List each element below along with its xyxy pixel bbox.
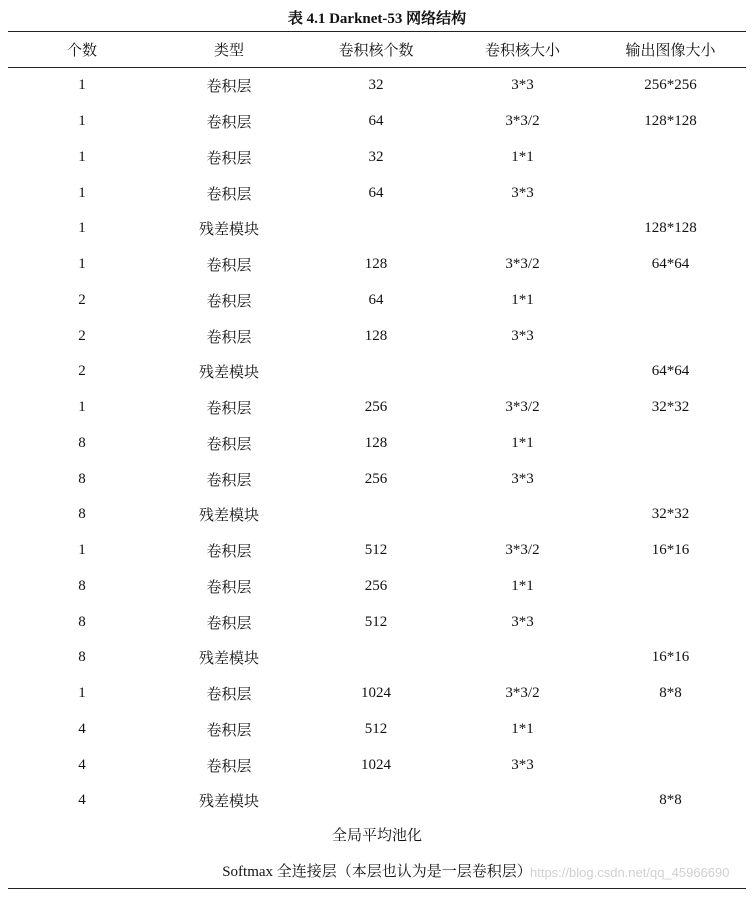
cell-count: 4 <box>78 792 86 809</box>
table-row <box>8 783 746 819</box>
cell-filters: 512 <box>364 720 388 737</box>
cell-type: 卷积层 <box>206 150 252 167</box>
table-caption: 表 4.1 Darknet-53 网络结构 <box>287 11 467 27</box>
cell-type: 卷积层 <box>206 544 252 561</box>
cell-count: 1 <box>78 685 86 702</box>
cell-count: 8 <box>78 434 86 451</box>
table-header <box>8 31 746 67</box>
cell-type: 残差模块 <box>198 365 259 382</box>
cell-type: 卷积层 <box>206 186 252 203</box>
cell-kernel-size: 3*3 <box>511 756 534 773</box>
cell-kernel-size: 3*3 <box>511 77 534 94</box>
header-type: 类型 <box>213 42 244 59</box>
cell-type: 卷积层 <box>206 722 252 739</box>
cell-output-size: 128*128 <box>644 220 697 237</box>
cell-count: 1 <box>78 256 86 273</box>
cell-type: 卷积层 <box>206 687 252 704</box>
cell-count: 8 <box>78 506 86 523</box>
cell-filters: 64 <box>368 113 384 130</box>
cell-count: 1 <box>78 399 86 416</box>
cell-filters: 512 <box>364 542 388 559</box>
cell-output-size: 64*64 <box>651 363 690 380</box>
cell-filters: 256 <box>364 577 388 594</box>
cell-filters: 128 <box>364 327 388 344</box>
header-count: 个数 <box>66 42 97 59</box>
cell-type: 卷积层 <box>206 329 252 346</box>
table-row <box>8 175 746 211</box>
table-row <box>8 533 746 569</box>
cell-count: 1 <box>78 542 86 559</box>
cell-type: 卷积层 <box>206 436 252 453</box>
cell-kernel-size: 1*1 <box>511 720 534 737</box>
header-filters: 卷积核个数 <box>338 42 414 59</box>
cell-filters: 256 <box>364 399 388 416</box>
table-row <box>8 247 746 283</box>
global-avg-pooling-row: 全局平均池化 <box>331 828 422 844</box>
header-output-size: 输出图像大小 <box>625 42 716 59</box>
cell-count: 8 <box>78 577 86 594</box>
cell-kernel-size: 1*1 <box>511 148 534 165</box>
cell-filters: 128 <box>364 434 388 451</box>
cell-kernel-size: 1*1 <box>511 434 534 451</box>
cell-filters: 256 <box>364 470 388 487</box>
cell-count: 1 <box>78 113 86 130</box>
cell-output-size: 8*8 <box>659 792 682 809</box>
cell-filters: 128 <box>364 256 388 273</box>
cell-output-size: 8*8 <box>659 685 682 702</box>
cell-count: 4 <box>78 756 86 773</box>
table-body <box>8 68 746 819</box>
header-kernel-size: 卷积核大小 <box>484 42 560 59</box>
cell-filters: 1024 <box>361 685 391 702</box>
cell-filters: 64 <box>368 184 384 201</box>
cell-output-size: 256*256 <box>644 77 697 94</box>
cell-filters: 512 <box>364 613 388 630</box>
cell-count: 4 <box>78 720 86 737</box>
cell-type: 卷积层 <box>206 472 252 489</box>
cell-filters: 32 <box>368 77 384 94</box>
table-row <box>8 283 746 319</box>
cell-kernel-size: 3*3/2 <box>505 542 540 559</box>
table-row <box>8 712 746 748</box>
cell-type: 卷积层 <box>206 79 252 96</box>
cell-kernel-size: 3*3/2 <box>505 113 540 130</box>
cell-kernel-size: 3*3 <box>511 470 534 487</box>
cell-count: 2 <box>78 327 86 344</box>
cell-count: 8 <box>78 470 86 487</box>
cell-output-size: 16*16 <box>651 542 690 559</box>
table-bottom-rule <box>8 888 746 889</box>
cell-filters: 32 <box>368 148 384 165</box>
table-row <box>8 676 746 712</box>
cell-output-size: 16*16 <box>651 649 690 666</box>
cell-type: 卷积层 <box>206 758 252 775</box>
softmax-fc-row: Softmax 全连接层（本层也认为是一层卷积层） <box>222 864 532 880</box>
table-row <box>8 354 746 390</box>
cell-kernel-size: 3*3/2 <box>505 256 540 273</box>
cell-output-size: 32*32 <box>651 399 690 416</box>
cell-kernel-size: 1*1 <box>511 577 534 594</box>
cell-type: 卷积层 <box>206 579 252 596</box>
cell-count: 1 <box>78 220 86 237</box>
cell-type: 卷积层 <box>206 258 252 275</box>
cell-type: 卷积层 <box>206 293 252 310</box>
cell-filters: 64 <box>368 291 384 308</box>
table-row <box>8 390 746 426</box>
cell-type: 卷积层 <box>206 115 252 132</box>
table-row <box>8 461 746 497</box>
cell-output-size: 128*128 <box>644 113 697 130</box>
table-row <box>8 426 746 462</box>
cell-kernel-size: 3*3 <box>511 184 534 201</box>
cell-type: 残差模块 <box>198 794 259 811</box>
cell-type: 残差模块 <box>198 508 259 525</box>
cell-count: 2 <box>78 291 86 308</box>
cell-kernel-size: 3*3/2 <box>505 685 540 702</box>
cell-count: 2 <box>78 363 86 380</box>
cell-output-size: 32*32 <box>651 506 690 523</box>
cell-type: 残差模块 <box>198 222 259 239</box>
cell-count: 1 <box>78 184 86 201</box>
table-row <box>8 747 746 783</box>
cell-kernel-size: 3*3/2 <box>505 399 540 416</box>
table-row <box>8 104 746 140</box>
watermark: https://blog.csdn.net/qq_45966690 <box>530 865 730 880</box>
table-row <box>8 497 746 533</box>
cell-type: 卷积层 <box>206 615 252 632</box>
cell-type: 残差模块 <box>198 651 259 668</box>
cell-kernel-size: 1*1 <box>511 291 534 308</box>
cell-count: 8 <box>78 649 86 666</box>
table-row <box>8 318 746 354</box>
cell-count: 8 <box>78 613 86 630</box>
table-row <box>8 640 746 676</box>
cell-kernel-size: 3*3 <box>511 613 534 630</box>
cell-count: 1 <box>78 148 86 165</box>
table-row <box>8 569 746 605</box>
table-row <box>8 140 746 176</box>
table-row <box>8 604 746 640</box>
cell-kernel-size: 3*3 <box>511 327 534 344</box>
cell-filters: 1024 <box>361 756 391 773</box>
cell-output-size: 64*64 <box>651 256 690 273</box>
cell-type: 卷积层 <box>206 401 252 418</box>
cell-count: 1 <box>78 77 86 94</box>
table-row <box>8 211 746 247</box>
table-row <box>8 68 746 104</box>
